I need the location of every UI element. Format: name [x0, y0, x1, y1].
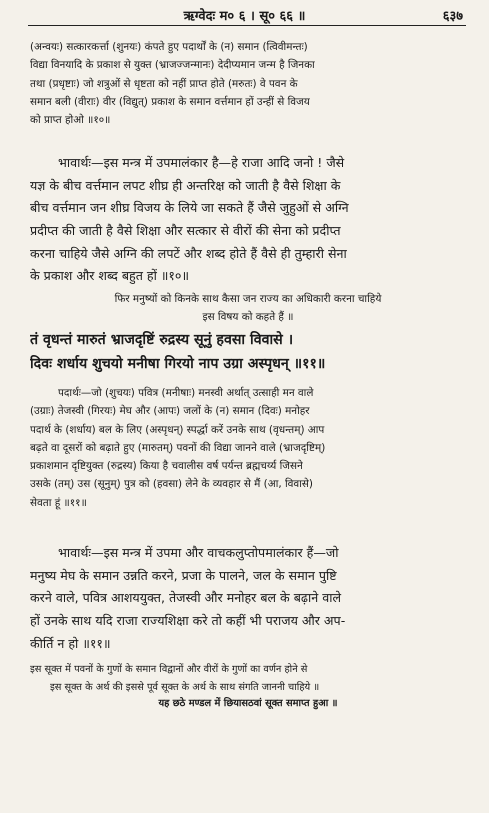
text-line: हों उनके साथ यदि राजा राज्यशिक्षा करे तो कहीं भी पराजय और अप- — [30, 613, 346, 629]
running-title: ऋग्वेदः म० ६ । सू० ६६ ॥ — [183, 9, 306, 24]
text-line: करने वाले, पवित्र आशययुक्त, तेजस्वी और मनोहर बल के बढ़ाने वाले — [30, 590, 342, 606]
text-line: तथा (प्रधृष्टाः) जो शत्रुओं से धृष्टता को नहीं प्राप्त होते (मरुतः) वे पवन के — [30, 77, 298, 90]
text-line: सेवता हूं ॥११॥ — [30, 496, 87, 509]
text-line: (उग्राः) तेजस्वी (गिरयः) मेघ और (आपः) जलों के (न) समान (दिवः) मनोहर — [30, 405, 310, 418]
text-line: करना चाहिये जैसे अग्नि की लपटें और शब्द होते हैं वैसे ही तुम्हारी सेना — [30, 245, 347, 261]
text-line: बढ़ते वा दूसरों को बढ़ाते हुए (मारुतम्) पवनों की विद्या जानने वाले (भ्राजदृष्टिम्) — [30, 441, 326, 454]
sukta-summary — [30, 661, 466, 698]
padartha-paragraph — [30, 384, 466, 512]
text-line: इस सूक्त के अर्थ की इससे पूर्व सूक्त के अर्थ के साथ संगति जाननी चाहिये ॥ — [50, 682, 320, 694]
text-line: भावार्थः—इस मन्त्र में उपमालंकार है—हे राजा आदि जनो ! जैसे — [58, 155, 345, 170]
text-line: प्रदीप्त की जाती है वैसे शिक्षा और सत्कार से वीरों की सेना को प्रदीप्त — [30, 223, 341, 239]
text-line: (अन्वयः) सत्कारकर्त्ता (शुनयः) कंपते हुए पदार्थों के (न) समान (त्विवीमन्तः) — [30, 41, 308, 53]
text-line: कीर्ति न हो ॥११॥ — [30, 635, 111, 651]
text-line: पदार्थ के (शर्धाय) बल के लिए (अस्पृधन्) स्पर्द्धा करें उनके साथ (वृधन्तम्) आप — [30, 423, 325, 436]
text-line: को प्राप्त होओ ॥१०॥ — [30, 114, 111, 127]
verse-line: तं वृधन्तं मारुतं भ्राजदृष्टिं रुद्रस्य सूनुं हवसा विवासे । — [30, 332, 294, 348]
text-line: इस विषय को कहते हैं ॥ — [202, 311, 294, 324]
text-line: उसके (तम्) उस (सूनुम्) पुत्र को (हवसा) लेने के व्यवहार से मैं (आ, विवासे) — [30, 478, 313, 491]
text-line: फिर मनुष्यों को किनके साथ कैसा जन राज्य का अधिकारी करना चाहिये — [114, 293, 382, 305]
bhavartha-paragraph-2 — [30, 542, 466, 655]
verse-line: दिवः शर्धाय शुचयो मनीषा गिरयो नाप उग्रा अस्पृधन् ॥११॥ — [30, 356, 326, 372]
text-line: बीच वर्त्तमान जन शीघ्र विजय के लिये जा सकते हैं जैसे जुहुओं से अग्नि — [30, 200, 349, 216]
text-line: विद्या विनयादि के प्रकाश से युक्त (भ्राजज्जन्मानः) देदीप्यमान जन्म है जिनका — [30, 59, 315, 72]
intro-paragraph — [30, 290, 466, 327]
text-line: के प्रकाश और शब्द बहुत हों ॥१०॥ — [30, 268, 190, 284]
text-line: प्रकाशमान दृष्टियुक्त (रुद्रस्य) किया है चवालीस वर्ष पर्यन्त ब्रह्मचर्य्य जिसने — [30, 460, 303, 473]
text-line: इस सूक्त में पवनों के गुणों के समान विद्वानों और वीरों के गुणों का वर्णन होने से — [30, 664, 308, 675]
text-line: यज्ञ के बीच वर्त्तमान लपट शीघ्र ही अन्तरिक्ष को जाती है वैसे शिक्षा के — [30, 177, 341, 193]
text-line: समान बली (वीराः) वीर (विद्युत्) प्रकाश के समान वर्त्तमान हों उन्हीं से विजय — [30, 95, 310, 108]
page-header — [0, 6, 489, 26]
bhavartha-paragraph-1 — [30, 152, 466, 288]
anvaya-paragraph — [30, 38, 466, 129]
text-line: मनुष्य मेघ के समान उन्नति करने, प्रजा के पालने, जल के समान पुष्टि — [30, 567, 337, 583]
closing-note — [30, 695, 466, 713]
header-rule — [28, 25, 466, 26]
text-line: पदार्थः—जो (शुचयः) पवित्र (मनीषाः) मनस्वी अर्थात् उत्साही मन वाले — [58, 387, 314, 399]
closing-line: यह छठे मण्डल में छियासठवां सूक्त समाप्त हुआ ॥ — [158, 698, 338, 709]
text-line: भावार्थः—इस मन्त्र में उपमा और वाचकलुप्तोपमालंकार हैं—जो — [58, 545, 339, 560]
page-number: ६३७ — [442, 9, 463, 24]
mantra-verse — [30, 328, 466, 376]
